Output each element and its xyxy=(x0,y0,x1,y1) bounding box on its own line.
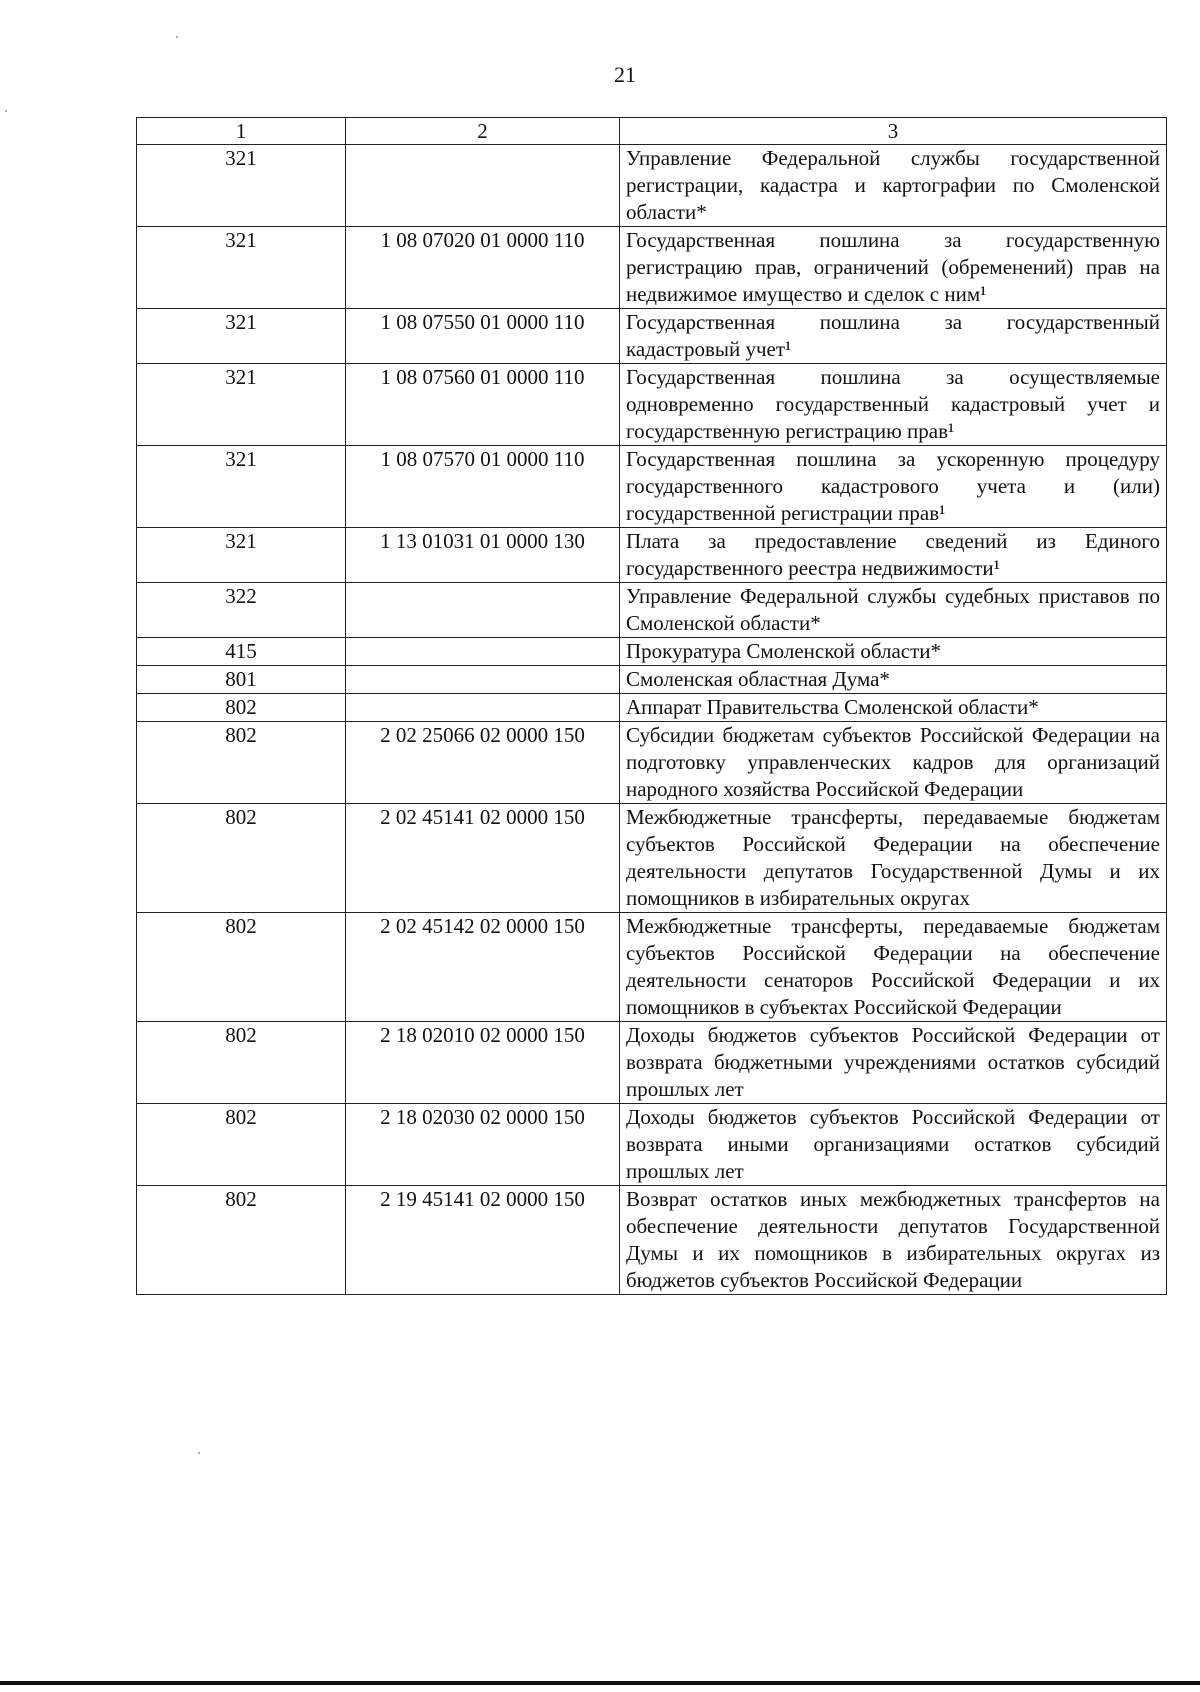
table-row xyxy=(137,694,1167,722)
table-row xyxy=(137,145,1167,227)
revenue-code-cell: 2 02 25066 02 0000 150 xyxy=(346,722,620,804)
revenue-code-cell: 2 18 02010 02 0000 150 xyxy=(346,1022,620,1104)
revenue-code-cell xyxy=(346,583,620,638)
table-row xyxy=(137,446,1167,528)
admin-code-cell: 321 xyxy=(137,227,346,309)
admin-code-cell: 321 xyxy=(137,446,346,528)
revenue-code-cell: 2 02 45141 02 0000 150 xyxy=(346,804,620,913)
table-row xyxy=(137,1186,1167,1295)
admin-code-cell: 802 xyxy=(137,1186,346,1295)
revenue-code-cell xyxy=(346,638,620,666)
table-row xyxy=(137,1022,1167,1104)
revenue-code-cell: 1 13 01031 01 0000 130 xyxy=(346,528,620,583)
revenue-code-cell xyxy=(346,666,620,694)
header-col-3: 3 xyxy=(620,118,1167,145)
table-row xyxy=(137,722,1167,804)
table-row xyxy=(137,528,1167,583)
admin-code-cell: 321 xyxy=(137,309,346,364)
revenue-code-cell: 1 08 07020 01 0000 110 xyxy=(346,227,620,309)
revenue-name-cell: Управление Федеральной службы государственной регистрации, кадастра и картографии по Смоленской области* xyxy=(620,145,1167,227)
revenue-name-cell: Государственная пошлина за осуществляемые одновременно государственный кадастровый учет и государственную регистрацию прав¹ xyxy=(620,364,1167,446)
admin-code-cell: 321 xyxy=(137,364,346,446)
table-row xyxy=(137,1104,1167,1186)
admin-code-cell: 802 xyxy=(137,1022,346,1104)
revenue-code-cell: 1 08 07570 01 0000 110 xyxy=(346,446,620,528)
admin-code-cell: 802 xyxy=(137,722,346,804)
revenue-code-cell: 2 02 45142 02 0000 150 xyxy=(346,913,620,1022)
revenue-name-cell: Государственная пошлина за государственный кадастровый учет¹ xyxy=(620,309,1167,364)
admin-code-cell: 802 xyxy=(137,804,346,913)
revenue-code-cell: 1 08 07550 01 0000 110 xyxy=(346,309,620,364)
admin-code-cell: 322 xyxy=(137,583,346,638)
bottom-scan-edge xyxy=(0,1681,1200,1685)
table-row xyxy=(137,666,1167,694)
table-header-row xyxy=(137,118,1167,145)
table-row xyxy=(137,364,1167,446)
admin-code-cell: 802 xyxy=(137,694,346,722)
revenue-name-cell: Прокуратура Смоленской области* xyxy=(620,638,1167,666)
revenue-code-cell xyxy=(346,694,620,722)
revenue-name-cell: Смоленская областная Дума* xyxy=(620,666,1167,694)
revenue-code-cell: 2 18 02030 02 0000 150 xyxy=(346,1104,620,1186)
header-col-2: 2 xyxy=(346,118,620,145)
revenue-name-cell: Доходы бюджетов субъектов Российской Федерации от возврата иными организациями остатков субсидий прошлых лет xyxy=(620,1104,1167,1186)
revenue-name-cell: Возврат остатков иных межбюджетных трансфертов на обеспечение деятельности депутатов Государственной Думы и их помощников в избирательных округах из бюджетов субъектов Российской Федерации xyxy=(620,1186,1167,1295)
revenue-name-cell: Доходы бюджетов субъектов Российской Федерации от возврата бюджетными учреждениями остатков субсидий прошлых лет xyxy=(620,1022,1167,1104)
revenue-name-cell: Государственная пошлина за государственную регистрацию прав, ограничений (обременений) прав на недвижимое имущество и сделок с ним¹ xyxy=(620,227,1167,309)
admin-code-cell: 801 xyxy=(137,666,346,694)
admin-code-cell: 321 xyxy=(137,528,346,583)
table-row xyxy=(137,638,1167,666)
scan-speck xyxy=(176,36,178,38)
table-row xyxy=(137,583,1167,638)
admin-code-cell: 802 xyxy=(137,1104,346,1186)
header-col-1: 1 xyxy=(137,118,346,145)
revenue-name-cell: Субсидии бюджетам субъектов Российской Федерации на подготовку управленческих кадров для организаций народного хозяйства Российской Федерации xyxy=(620,722,1167,804)
revenue-code-table xyxy=(136,117,1167,1295)
scan-speck xyxy=(5,110,7,112)
page-number: 21 xyxy=(614,62,636,87)
table-row xyxy=(137,913,1167,1022)
table-row xyxy=(137,227,1167,309)
revenue-name-cell: Межбюджетные трансферты, передаваемые бюджетам субъектов Российской Федерации на обеспечение деятельности сенаторов Российской Федерации и их помощников в субъектах Российской Федерации xyxy=(620,913,1167,1022)
revenue-code-cell: 1 08 07560 01 0000 110 xyxy=(346,364,620,446)
revenue-code-cell xyxy=(346,145,620,227)
revenue-name-cell: Государственная пошлина за ускоренную процедуру государственного кадастрового учета и (или) государственной регистрации прав¹ xyxy=(620,446,1167,528)
revenue-name-cell: Межбюджетные трансферты, передаваемые бюджетам субъектов Российской Федерации на обеспечение деятельности депутатов Государственной Думы и их помощников в избирательных округах xyxy=(620,804,1167,913)
revenue-name-cell: Управление Федеральной службы судебных приставов по Смоленской области* xyxy=(620,583,1167,638)
scan-speck xyxy=(198,1452,200,1454)
revenue-code-cell: 2 19 45141 02 0000 150 xyxy=(346,1186,620,1295)
admin-code-cell: 415 xyxy=(137,638,346,666)
admin-code-cell: 802 xyxy=(137,913,346,1022)
table-row xyxy=(137,309,1167,364)
table-row xyxy=(137,804,1167,913)
revenue-name-cell: Аппарат Правительства Смоленской области* xyxy=(620,694,1167,722)
revenue-name-cell: Плата за предоставление сведений из Единого государственного реестра недвижимости¹ xyxy=(620,528,1167,583)
admin-code-cell: 321 xyxy=(137,145,346,227)
